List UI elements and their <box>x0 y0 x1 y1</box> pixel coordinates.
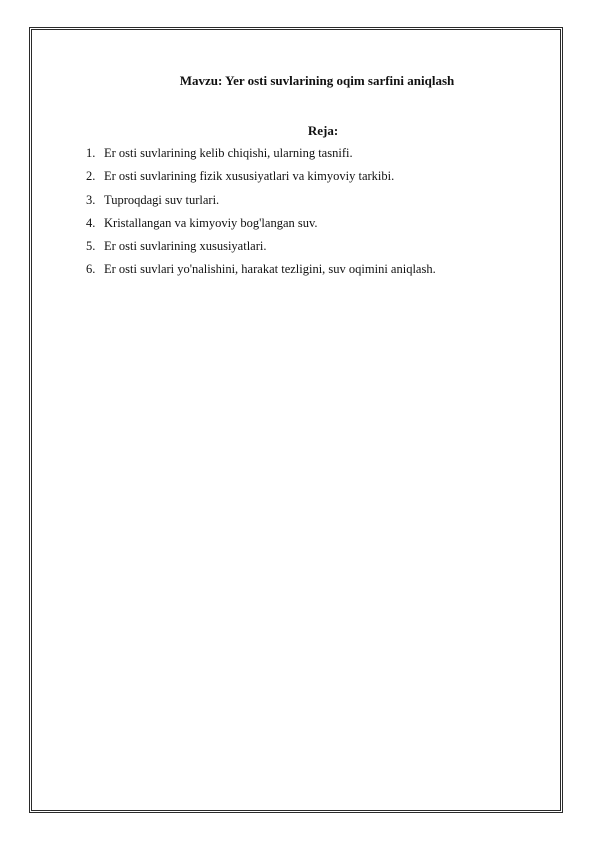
plan-item-text: Er osti suvlari yo'nalishini, harakat tezligini, suv oqimini aniqlash. <box>104 262 436 277</box>
plan-item-text: Er osti suvlarining fizik xususiyatlari va kimyoviy tarkibi. <box>104 169 395 184</box>
plan-item-number: 1. <box>86 146 96 160</box>
plan-item <box>86 260 436 283</box>
plan-item-number: 4. <box>86 215 96 230</box>
plan-item <box>86 191 436 214</box>
plan-item-number: 3. <box>86 192 96 207</box>
plan-item-text: Er osti suvlarining kelib chiqishi, ularning tasnifi. <box>104 146 353 160</box>
plan-heading: Reja: <box>307 123 339 138</box>
plan-item <box>86 214 436 237</box>
plan-item-number: 5. <box>86 239 96 254</box>
plan-item-text: Kristallangan va kimyoviy bog'langan suv. <box>104 215 318 230</box>
plan-list <box>86 144 436 284</box>
document-title: Mavzu: Yer osti suvlarining oqim sarfini aniqlash <box>179 73 455 88</box>
plan-item <box>86 144 436 167</box>
plan-item <box>86 237 436 260</box>
plan-item-text: Tuproqdagi suv turlari. <box>104 192 220 207</box>
plan-item-number: 6. <box>86 262 96 277</box>
plan-item-number: 2. <box>86 169 96 184</box>
plan-item-text: Er osti suvlarining xususiyatlari. <box>104 239 267 254</box>
plan-item <box>86 167 436 190</box>
